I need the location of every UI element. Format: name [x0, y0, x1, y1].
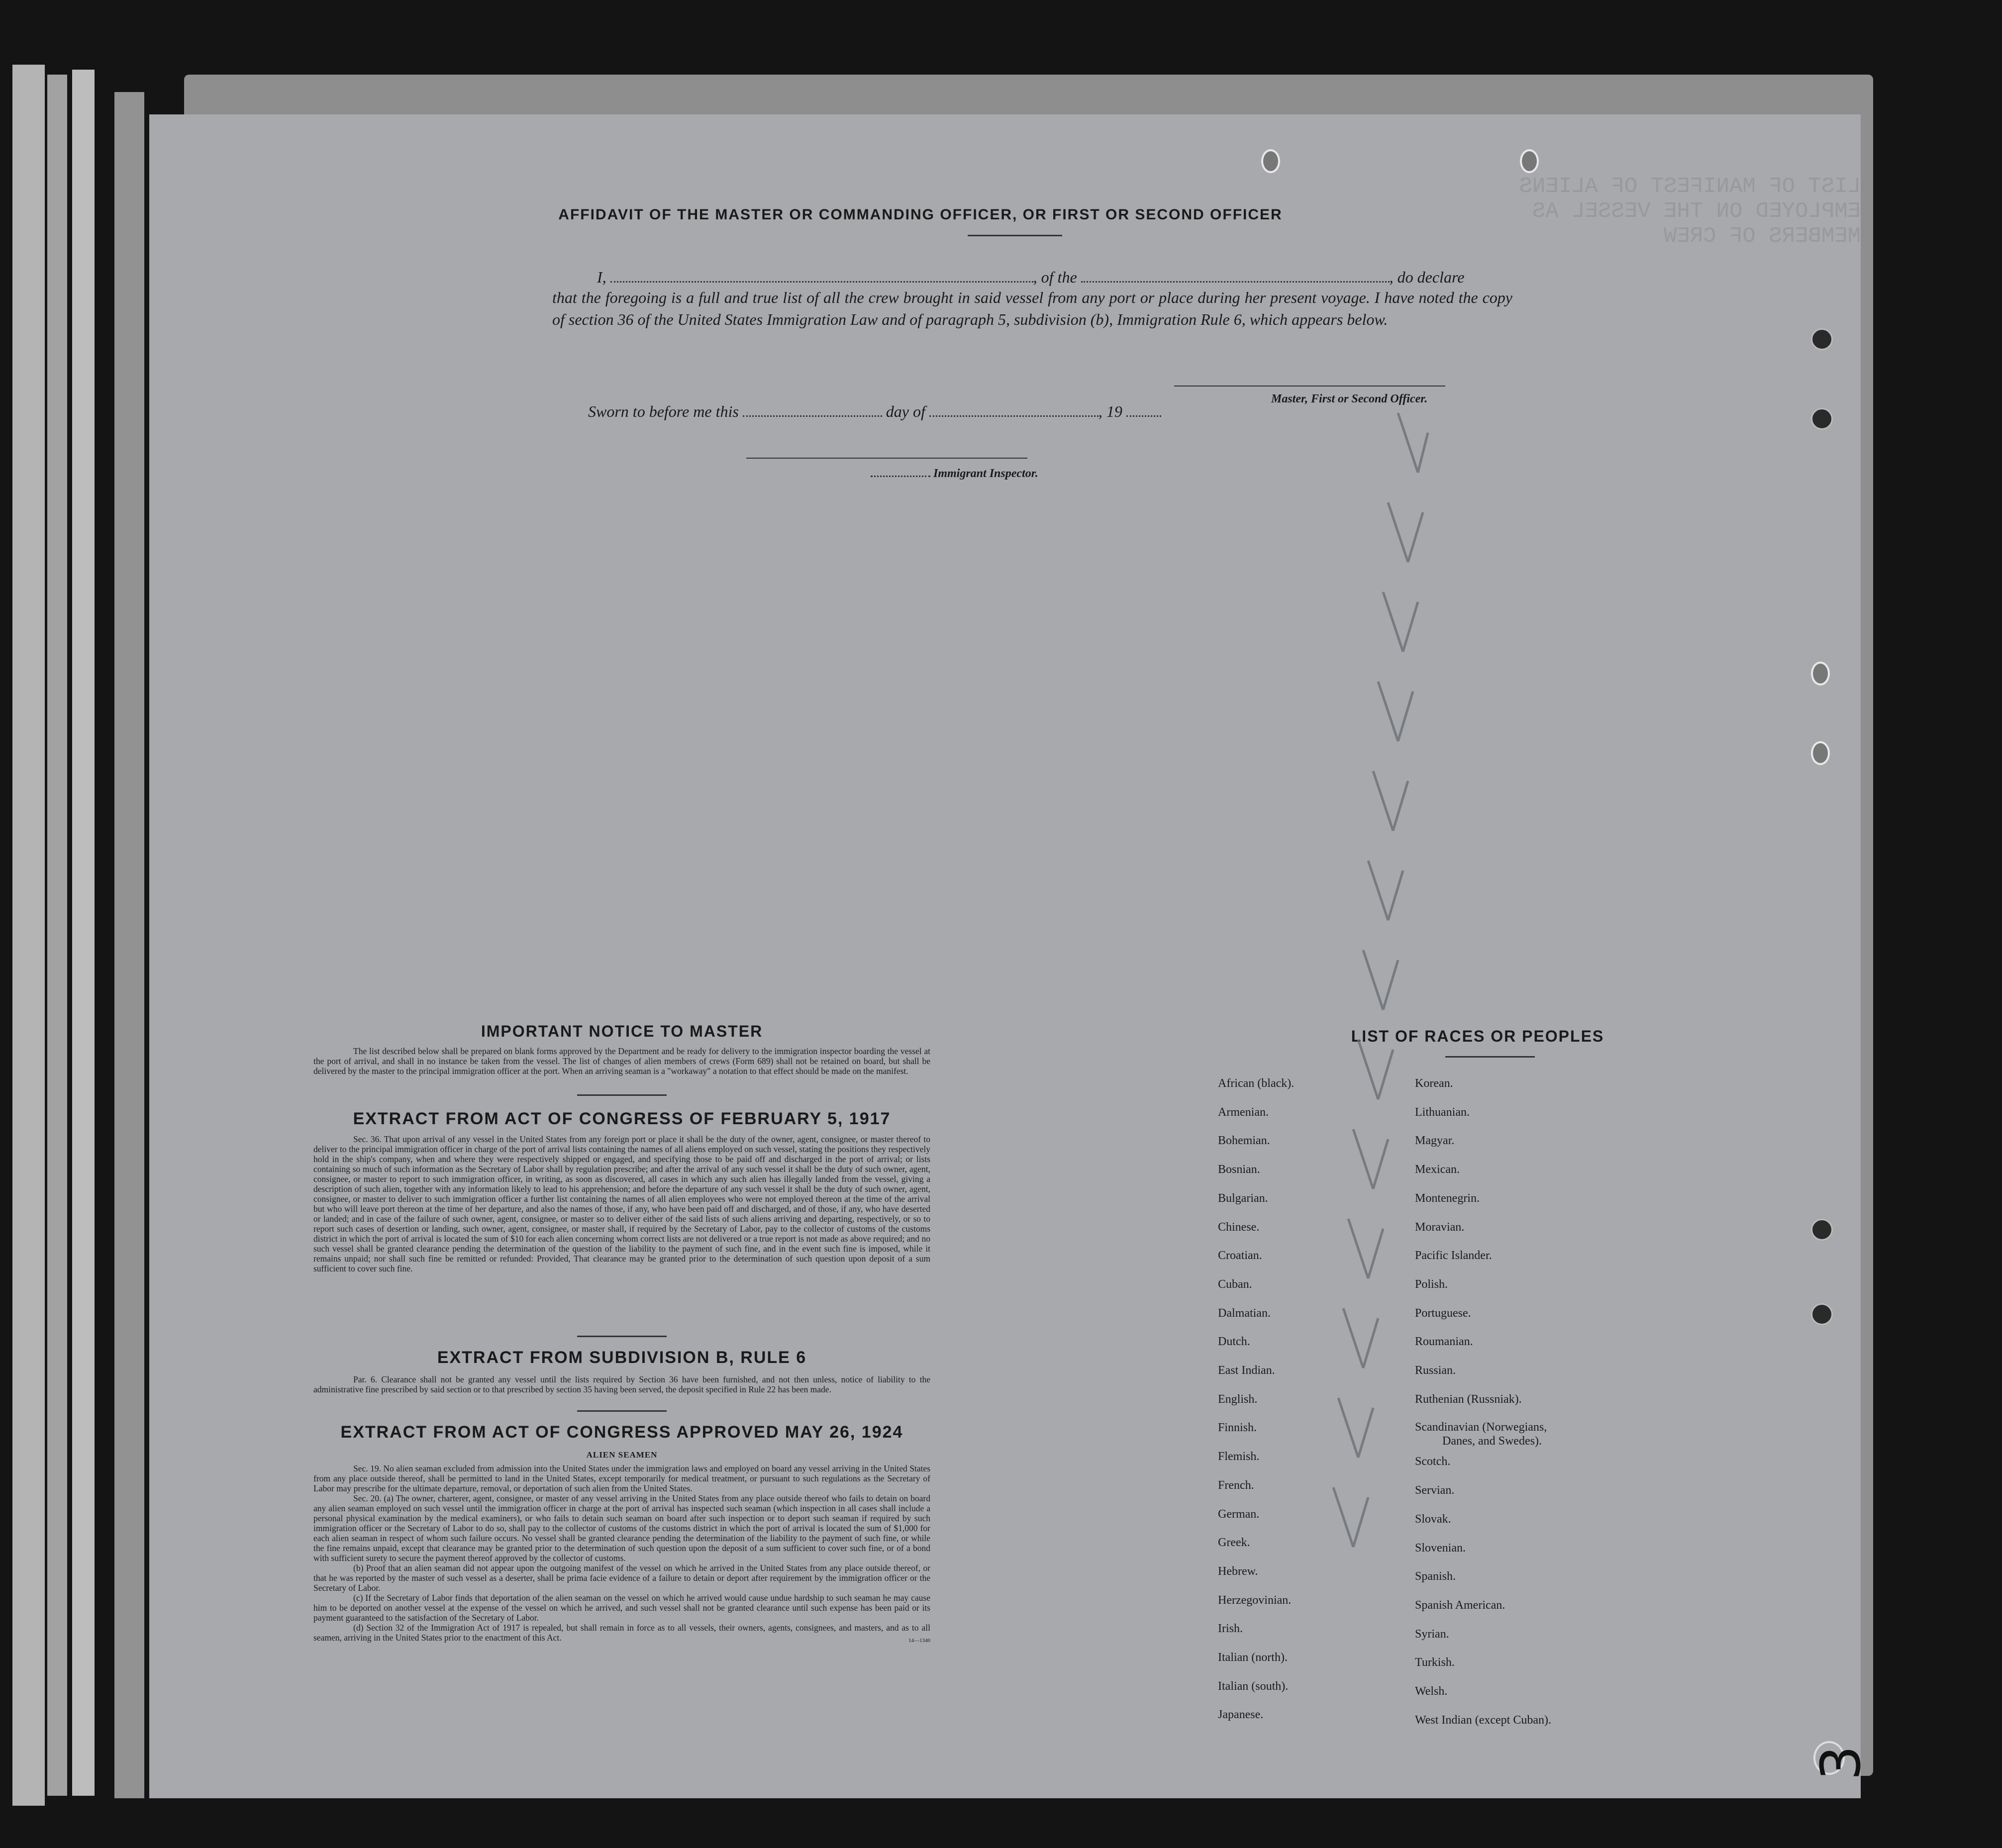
sworn-year-field[interactable]	[1126, 415, 1161, 417]
inspector-line	[871, 463, 1038, 485]
race-item: Herzegovinian.	[1218, 1593, 1292, 1607]
race-item: Mexican.	[1415, 1163, 1460, 1176]
affidavit-paragraph: that the foregoing is a full and true list of all the crew brought in said vessel from any port or place during her present voyage. I have noted the copy of section 36 of the United States Immigration Law and of paragraph 5, subdivision (b), Immigration Rule 6, which appears below.	[552, 289, 1512, 328]
extract-1917-text: Sec. 36. That upon arrival of any vessel in the United States from any foreign port or place it shall be the duty of the owner, agent, consignee, or master thereof to deliver to the principal immigration officer in charge of the port of arrival lists containing the names of all aliens employed on such vessel, stating the positions they respectively hold in the ship's company, when and where they were respectively shipped or engaged, and specifying those to be paid off and discharged in the port of arrival; or lists containing so much of such information as the Secretary of Labor shall by regulation prescribe; and after the arrival of any such vessel it shall be the duty of such owner, agent, consignee, or master to report to such immigration officer, in writing, as soon as discovered, all cases in which any such alien has illegally landed from the vessel, giving a description of such alien, together with any information likely to lead to his apprehension; and before the departure of any such vessel it shall be the duty of such owner, agent, consignee, or master to deliver to such immigration officer a further list containing the names of all alien employees who were not employed thereon at the time of the arrival but who will leave port thereon at the time of her departure, and also the names of those, if any, who have been paid off and discharged, and of those, if any, who have deserted or landed; and in case of the failure of such owner, agent, consignee, or master so to deliver either of the said lists of such aliens arriving and departing, respectively, or so to report such cases of desertion or landing, such owner, agent, consignee, or master shall, if required by the Secretary of Labor, pay to the collector of customs of the customs district in which the port of arrival is located the sum of $10 for each alien concerning whom correct lists are not delivered or a true report is not made as above required; and no such vessel shall be granted clearance pending the determination of the question of the liability to the payment of such fine, and in the event such fine is imposed, while it remains unpaid; nor shall such fine be remitted or refunded: Provided, That clearance may be granted prior to the determination of such question upon deposit of a sum sufficient to cover such fine.	[313, 1134, 930, 1273]
race-item: English.	[1218, 1392, 1258, 1406]
extract-1917-title: EXTRACT FROM ACT OF CONGRESS OF FEBRUARY 5, 1917	[353, 1109, 891, 1128]
form-number: 14—1340	[908, 1638, 930, 1644]
binder-pin	[1811, 1219, 1833, 1241]
binder-hole	[1520, 149, 1539, 173]
sworn-date-field[interactable]	[743, 415, 882, 417]
divider	[968, 235, 1062, 236]
race-item: Dalmatian.	[1218, 1306, 1271, 1320]
race-item: Croatian.	[1218, 1249, 1262, 1263]
notice-title: IMPORTANT NOTICE TO MASTER	[481, 1022, 763, 1040]
race-item: African (black).	[1218, 1077, 1295, 1090]
race-item: Russian.	[1415, 1364, 1456, 1377]
race-item: Magyar.	[1415, 1134, 1455, 1148]
binding-strip	[114, 92, 144, 1798]
affidavit-declare: , do declare	[1389, 268, 1465, 286]
races-title: LIST OF RACES OR PEOPLES	[1351, 1027, 1604, 1045]
race-item: Cuban.	[1218, 1277, 1252, 1291]
race-item: Lithuanian.	[1415, 1105, 1470, 1119]
sec-20a: Sec. 20. (a) The owner, charterer, agent, consignee, or master of any vessel arriving in the United States from any place outside thereof who fails to detain on board any alien seaman employed on such vessel until the immigration officer in charge at the port of arrival has inspected such seaman (which inspection in all cases shall include a personal physical examination by the medical examiners), or who fails to detain such seaman on board after such inspection or to deport such seaman if required by such immigration officer or the Secretary of Labor to do so, shall pay to the collector of customs of the customs district in which the port of arrival is located the sum of $1,000 for each alien seaman in respect of whom such failure occurs. No vessel shall be granted clearance pending the determination of the liability to the payment of such fine, or while the fine remains unpaid, except that clearance may be granted prior to the determination of such question upon the deposit of a sum sufficient to cover such fine, or of a bond with sufficient surety to secure the payment thereof approved by the collector of customs.	[313, 1493, 930, 1563]
race-item: Danes, and Swedes).	[1442, 1435, 1542, 1448]
race-item: German.	[1218, 1507, 1260, 1521]
race-item: Greek.	[1218, 1536, 1250, 1550]
master-signature-line[interactable]	[1174, 386, 1445, 387]
binding-strip	[12, 65, 45, 1806]
race-item: Italian (north).	[1218, 1651, 1288, 1664]
extract-1924-title: EXTRACT FROM ACT OF CONGRESS APPROVED MAY 26, 1924	[340, 1423, 903, 1442]
race-item: Chinese.	[1218, 1220, 1260, 1234]
binder-hole	[1811, 741, 1830, 765]
binder-hole	[1811, 662, 1830, 685]
binding-strip	[47, 75, 67, 1796]
race-item: Polish.	[1415, 1277, 1448, 1291]
race-item: Slovak.	[1415, 1512, 1451, 1526]
race-item: Pacific Islander.	[1415, 1249, 1492, 1263]
affidavit-title: AFFIDAVIT OF THE MASTER OR COMMANDING OFFICER, OR FIRST OR SECOND OFFICER	[558, 206, 1283, 223]
race-item: French.	[1218, 1478, 1254, 1492]
sworn-prefix: Sworn to before me this	[588, 402, 739, 420]
sec-19: Sec. 19. No alien seaman excluded from admission into the United States under the immigration laws and employed on board any vessel arriving in the United States from any place outside thereof, shall be permitted to land in the United States, except temporarily for medical treatment, or pursuant to such regulations as the Secretary of Labor may prescribe for the ultimate departure, removal, or deportation of such alien from the United States.	[313, 1463, 930, 1493]
race-item: Flemish.	[1218, 1450, 1260, 1463]
race-item: Hebrew.	[1218, 1564, 1258, 1578]
notice-text: The list described below shall be prepared on blank forms approved by the Department and be ready for delivery to the immigration inspector boarding the vessel at the port of arrival, and shall in no instance be taken from the vessel. The list of changes of alien members of crews (Form 689) shall not be retained on board, but shall be delivered by the master to the principal immigration officer at the port. When an arriving seaman is a "workaway" a notation to that effect should be made on the manifest.	[313, 1046, 930, 1076]
affidavit-of-the: , of the	[1033, 268, 1077, 286]
divider	[577, 1336, 667, 1337]
race-item: Finnish.	[1218, 1421, 1257, 1435]
vessel-field[interactable]	[1081, 281, 1390, 283]
page-number: 3	[1809, 1746, 1873, 1780]
divider	[577, 1094, 667, 1096]
race-item: Italian (south).	[1218, 1679, 1289, 1693]
master-signature-label: Master, First or Second Officer.	[1271, 392, 1428, 405]
binder-pin	[1811, 408, 1833, 430]
sworn-month-field[interactable]	[929, 415, 1099, 417]
bleed-through: LIST OF MANIFEST OF ALIENS EMPLOYED ON THE VESSEL AS MEMBERS OF CREW	[1519, 174, 1861, 249]
affidavit-i: I,	[597, 268, 606, 286]
binder-pin	[1811, 328, 1833, 350]
subdivision-b-title: EXTRACT FROM SUBDIVISION B, RULE 6	[437, 1348, 807, 1367]
race-item: Slovenian.	[1415, 1541, 1466, 1555]
subdivision-b-text: Par. 6. Clearance shall not be granted any vessel until the lists required by Section 36 have been furnished, and not then unless, notice of liability to the administrative fine prescribed by said section or to that prescribed by section 35 having been served, the deposit specified in Rule 22 has been made.	[313, 1374, 930, 1394]
handwritten-ticks	[1209, 413, 1488, 1656]
race-item: Bosnian.	[1218, 1163, 1260, 1176]
sworn-day-of: day of	[886, 402, 925, 420]
inspector-dots	[871, 476, 930, 477]
race-item: Montenegrin.	[1415, 1191, 1480, 1205]
sworn-year: , 19	[1098, 402, 1122, 420]
race-item: Spanish American.	[1415, 1598, 1505, 1612]
race-item: Bulgarian.	[1218, 1191, 1268, 1205]
race-item: Armenian.	[1218, 1105, 1269, 1119]
affidavit-declaration-line	[552, 266, 1647, 288]
race-item: Bohemian.	[1218, 1134, 1270, 1148]
divider	[577, 1410, 667, 1412]
name-field[interactable]	[610, 281, 1033, 283]
sec-20c: (c) If the Secretary of Labor finds that deportation of the alien seaman on the vessel on which he arrived would cause undue hardship to such seaman he may cause him to be deported on another vessel at the expense of the vessel on which he arrived, and such vessel shall not be granted clearance until such expense has been paid or its payment guaranteed to the satisfaction of the Secretary of Labor.	[313, 1593, 930, 1623]
race-item: Portuguese.	[1415, 1306, 1471, 1320]
race-item: West Indian (except Cuban).	[1415, 1713, 1551, 1727]
inspector-signature-line[interactable]	[746, 458, 1027, 459]
race-item: Moravian.	[1415, 1220, 1465, 1234]
race-item: Spanish.	[1415, 1570, 1456, 1583]
binder-pin	[1811, 1303, 1833, 1325]
extract-1924-text	[313, 1463, 930, 1646]
race-item: Welsh.	[1415, 1685, 1448, 1698]
race-item: Servian.	[1415, 1484, 1455, 1497]
race-item: Dutch.	[1218, 1335, 1250, 1349]
race-item: East Indian.	[1218, 1364, 1275, 1377]
binder-hole	[1261, 149, 1280, 173]
alien-seamen-subtitle: ALIEN SEAMEN	[586, 1450, 658, 1459]
sec-20b: (b) Proof that an alien seaman did not appear upon the outgoing manifest of the vessel on which he arrived in the United States from any place outside thereof, or that he was reported by the master of such vessel as a deserter, shall be prima facie evidence of a failure to detain or deport after requirement by the immigration officer or the Secretary of Labor.	[313, 1563, 930, 1593]
race-item: Irish.	[1218, 1622, 1243, 1636]
sec-20d: (d) Section 32 of the Immigration Act of 1917 is repealed, but shall remain in force as to all vessels, their owners, agents, consignees, and masters, and as to all seamen, arriving in the United States prior to the enactment of this Act.	[313, 1623, 930, 1643]
race-item: Ruthenian (Russniak).	[1415, 1392, 1522, 1406]
race-item: Japanese.	[1218, 1708, 1264, 1722]
binding-strip	[72, 70, 95, 1796]
race-item: Syrian.	[1415, 1627, 1449, 1641]
race-item: Turkish.	[1415, 1656, 1455, 1669]
race-item: Scandinavian (Norwegians,	[1415, 1421, 1547, 1434]
race-item: Roumanian.	[1415, 1335, 1473, 1349]
race-item: Scotch.	[1415, 1455, 1451, 1468]
race-item: Korean.	[1415, 1077, 1453, 1090]
inspector-label: Immigrant Inspector.	[933, 467, 1038, 480]
manifest-page	[149, 114, 1873, 1798]
